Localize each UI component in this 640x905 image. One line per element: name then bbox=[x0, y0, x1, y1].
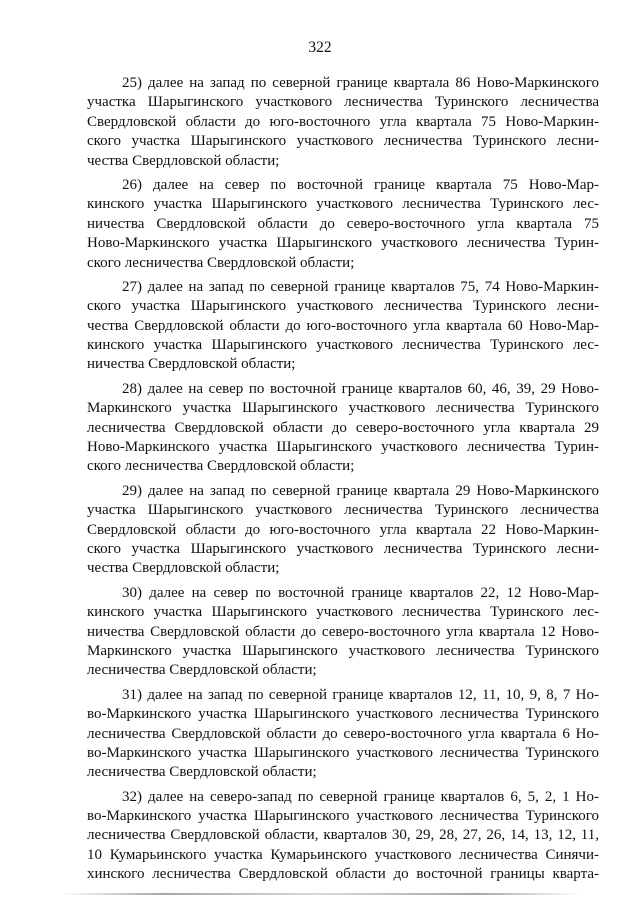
paragraph-line: кинского участка Шарыгинского участкового лесничества Туринского лес- bbox=[87, 604, 599, 621]
document-body bbox=[87, 74, 599, 890]
paragraph-line: ского участка Шарыгинского участкового лесничества Туринского лесни- bbox=[87, 133, 599, 150]
paragraph-line: чества Свердловской области до юго-восточного угла квартала 60 Ново-Мар- bbox=[87, 317, 599, 334]
paragraph-32 bbox=[87, 788, 599, 885]
paragraph-line: ского участка Шарыгинского участкового лесничества Туринского лесни- bbox=[87, 298, 599, 315]
paragraph-line: 10 Кумарьинского участка Кумарьинского участкового лесничества Синячи- bbox=[87, 846, 599, 863]
paragraph-line: Свердловской области до юго-восточного угла квартала 75 Ново-Маркин- bbox=[87, 113, 599, 130]
paragraph-line: кинского участка Шарыгинского участкового лесничества Туринского лес- bbox=[87, 337, 599, 354]
paragraph-line: 31) далее на запад по северной границе кварталов 12, 11, 10, 9, 8, 7 Но- bbox=[122, 686, 599, 703]
paragraph-line: Маркинского участка Шарыгинского участкового лесничества Туринского bbox=[87, 400, 599, 417]
paragraph-line: лесничества Свердловской области; bbox=[87, 764, 317, 781]
paragraph-line: во-Маркинского участка Шарыгинского участкового лесничества Туринского bbox=[87, 808, 599, 825]
paragraph-line: Ново-Маркинского участка Шарыгинского участкового лесничества Турин- bbox=[87, 439, 599, 456]
paragraph-line: ского лесничества Свердловской области; bbox=[87, 458, 355, 475]
paragraph-line: ничества Свердловской области до северо-восточного угла квартала 75 bbox=[87, 215, 599, 232]
scan-bottom-edge bbox=[60, 893, 580, 895]
paragraph-line: 27) далее на запад по северной границе кварталов 75, 74 Ново-Маркин- bbox=[122, 278, 599, 295]
paragraph-line: хинского лесничества Свердловской области до восточной границы кварта- bbox=[87, 866, 599, 883]
paragraph-line: ского участка Шарыгинского участкового лесничества Туринского лесни- bbox=[87, 540, 599, 557]
paragraph-26 bbox=[87, 176, 599, 273]
paragraph-line: Свердловской области до юго-восточного угла квартала 22 Ново-Маркин- bbox=[87, 521, 599, 538]
paragraph-line: лесничества Свердловской области; bbox=[87, 662, 317, 679]
paragraph-line: чества Свердловской области; bbox=[87, 152, 280, 169]
paragraph-line: ничества Свердловской области до северо-восточного угла квартала 12 Ново- bbox=[87, 623, 599, 640]
paragraph-27 bbox=[87, 278, 599, 375]
paragraph-line: лесничества Свердловской области до северо-восточного угла квартала 6 Но- bbox=[87, 725, 599, 742]
paragraph-line: Ново-Маркинского участка Шарыгинского участкового лесничества Турин- bbox=[87, 235, 599, 252]
paragraph-29 bbox=[87, 482, 599, 579]
page-number: 322 bbox=[308, 39, 332, 56]
paragraph-line: участка Шарыгинского участкового лесничества Туринского лесничества bbox=[87, 94, 599, 111]
paragraph-line: лесничества Свердловской области, кварталов 30, 29, 28, 27, 26, 14, 13, 12, 11, bbox=[87, 827, 599, 844]
paragraph-line: ского лесничества Свердловской области; bbox=[87, 254, 355, 271]
paragraph-line: 30) далее на север по восточной границе кварталов 22, 12 Ново-Мар- bbox=[122, 584, 599, 601]
paragraph-line: кинского участка Шарыгинского участкового лесничества Туринского лес- bbox=[87, 196, 599, 213]
paragraph-31 bbox=[87, 686, 599, 783]
paragraph-28 bbox=[87, 380, 599, 477]
paragraph-line: лесничества Свердловской области до северо-восточного угла квартала 29 bbox=[87, 419, 599, 436]
paragraph-line: 26) далее на север по восточной границе квартала 75 Ново-Мар- bbox=[122, 176, 599, 193]
paragraph-line: во-Маркинского участка Шарыгинского участкового лесничества Туринского bbox=[87, 744, 599, 761]
paragraph-line: Маркинского участка Шарыгинского участкового лесничества Туринского bbox=[87, 642, 599, 659]
paragraph-line: чества Свердловской области; bbox=[87, 560, 280, 577]
paragraph-line: 32) далее на северо-запад по северной границе кварталов 6, 5, 2, 1 Но- bbox=[122, 788, 599, 805]
paragraph-line: ничества Свердловской области; bbox=[87, 356, 296, 373]
paragraph-line: 25) далее на запад по северной границе квартала 86 Ново-Маркинского bbox=[122, 75, 599, 91]
paragraph-25 bbox=[87, 74, 599, 171]
paragraph-line: 29) далее на запад по северной границе квартала 29 Ново-Маркинского bbox=[122, 482, 599, 499]
paragraph-line: 28) далее на север по восточной границе кварталов 60, 46, 39, 29 Ново- bbox=[122, 380, 599, 397]
paragraph-line: во-Маркинского участка Шарыгинского участкового лесничества Туринского bbox=[87, 706, 599, 723]
paragraph-30 bbox=[87, 584, 599, 681]
paragraph-line: участка Шарыгинского участкового лесничества Туринского лесничества bbox=[87, 502, 599, 519]
